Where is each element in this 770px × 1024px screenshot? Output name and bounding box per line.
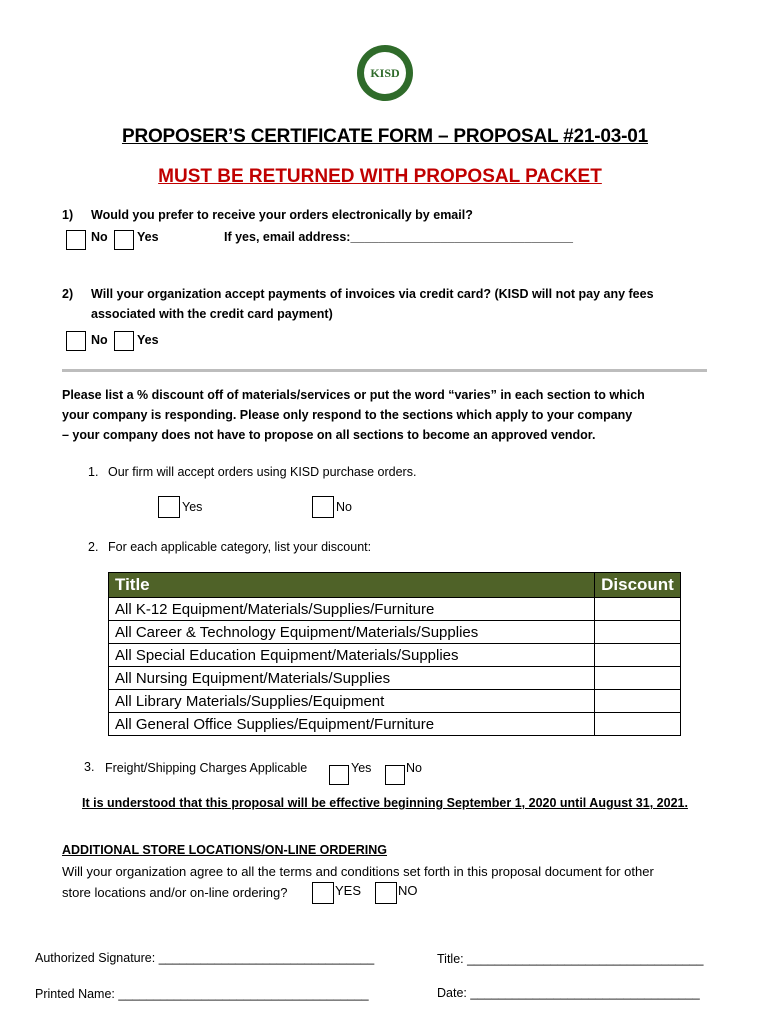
q1-yes-checkbox[interactable] — [114, 230, 134, 250]
q2-no-checkbox[interactable] — [66, 331, 86, 351]
table-row — [109, 690, 681, 713]
item3-no-label: No — [406, 761, 422, 775]
q1-no-label: No — [91, 230, 108, 244]
item3-text: Freight/Shipping Charges Applicable — [105, 761, 308, 775]
logo-text: KISD — [370, 65, 400, 80]
item1-no-checkbox[interactable] — [312, 496, 334, 518]
discount-input-cell[interactable] — [595, 598, 681, 621]
discount-instructions-line1: Please list a % discount off of materials/services or put the word “varies” in each section to which — [62, 388, 645, 402]
q2-number: 2) — [62, 287, 74, 301]
category-title: All K-12 Equipment/Materials/Supplies/Furniture — [109, 598, 595, 621]
item1-yes-label: Yes — [182, 500, 203, 514]
discount-instructions-line2: your company is responding. Please only respond to the sections which apply to your company — [62, 408, 633, 422]
table-row — [109, 598, 681, 621]
date-field[interactable]: Date: _________________________________ — [437, 986, 700, 1000]
item1-yes-checkbox[interactable] — [158, 496, 180, 518]
item1-no-label: No — [336, 500, 352, 514]
q2-yes-label: Yes — [137, 333, 159, 347]
section-divider — [62, 369, 707, 372]
item2-number: 2. — [88, 540, 99, 554]
category-title: All General Office Supplies/Equipment/Furniture — [109, 713, 595, 736]
additional-yes-checkbox[interactable] — [312, 882, 334, 904]
table-row — [109, 621, 681, 644]
form-title: PROPOSER’S CERTIFICATE FORM – PROPOSAL #21-03-01 — [121, 126, 649, 147]
additional-locations-heading: ADDITIONAL STORE LOCATIONS/ON-LINE ORDERING — [62, 843, 388, 857]
category-title: All Special Education Equipment/Materials/Supplies — [109, 644, 595, 667]
q2-text-line1: Will your organization accept payments of invoices via credit card? (KISD will not pay any fees — [91, 287, 654, 301]
q2-no-label: No — [91, 333, 108, 347]
category-title: All Career & Technology Equipment/Materials/Supplies — [109, 621, 595, 644]
table-header-title: Title — [109, 573, 595, 598]
item3-number: 3. — [84, 760, 95, 774]
discount-input-cell[interactable] — [595, 644, 681, 667]
category-title: All Library Materials/Supplies/Equipment — [109, 690, 595, 713]
q1-number: 1) — [62, 208, 74, 222]
additional-yes-label: YES — [335, 883, 362, 898]
q1-yes-label: Yes — [137, 230, 159, 244]
item3-yes-checkbox[interactable] — [329, 765, 349, 785]
item1-number: 1. — [88, 465, 99, 479]
category-title: All Nursing Equipment/Materials/Supplies — [109, 667, 595, 690]
discount-input-cell[interactable] — [595, 690, 681, 713]
table-row — [109, 667, 681, 690]
q1-text: Would you prefer to receive your orders electronically by email? — [91, 208, 473, 222]
q2-text-line2: associated with the credit card payment) — [91, 307, 333, 321]
item3-no-checkbox[interactable] — [385, 765, 405, 785]
authorized-signature-field[interactable]: Authorized Signature: _______________________________ — [35, 951, 375, 965]
additional-no-label: NO — [398, 883, 418, 898]
discount-instructions — [62, 385, 712, 445]
discount-instructions-line3: – your company does not have to propose on all sections to become an approved vendor. — [62, 428, 596, 442]
q1-email-field[interactable]: If yes, email address:________________________________ — [224, 230, 573, 244]
discount-input-cell[interactable] — [595, 621, 681, 644]
additional-locations-line2: store locations and/or on-line ordering? — [62, 885, 288, 900]
form-subtitle: MUST BE RETURNED WITH PROPOSAL PACKET — [158, 166, 602, 187]
table-header-discount: Discount — [595, 573, 681, 598]
effective-period-statement: It is understood that this proposal will be effective beginning September 1, 2020 until August 31, 2021. — [82, 796, 688, 810]
table-row — [109, 713, 681, 736]
additional-no-checkbox[interactable] — [375, 882, 397, 904]
discount-input-cell[interactable] — [595, 667, 681, 690]
table-header-row — [109, 573, 681, 598]
additional-locations-line1: Will your organization agree to all the terms and conditions set forth in this proposal document for other — [62, 864, 654, 879]
item1-text: Our firm will accept orders using KISD purchase orders. — [108, 465, 417, 479]
discount-input-cell[interactable] — [595, 713, 681, 736]
q1-no-checkbox[interactable] — [66, 230, 86, 250]
q2-yes-checkbox[interactable] — [114, 331, 134, 351]
printed-name-field[interactable]: Printed Name: ____________________________________ — [35, 987, 369, 1001]
table-row — [109, 644, 681, 667]
item3-yes-label: Yes — [351, 761, 372, 775]
item2-text: For each applicable category, list your discount: — [108, 540, 372, 554]
kisd-logo — [357, 45, 413, 101]
category-discount-table — [108, 572, 681, 736]
title-field[interactable]: Title: __________________________________ — [437, 952, 704, 966]
